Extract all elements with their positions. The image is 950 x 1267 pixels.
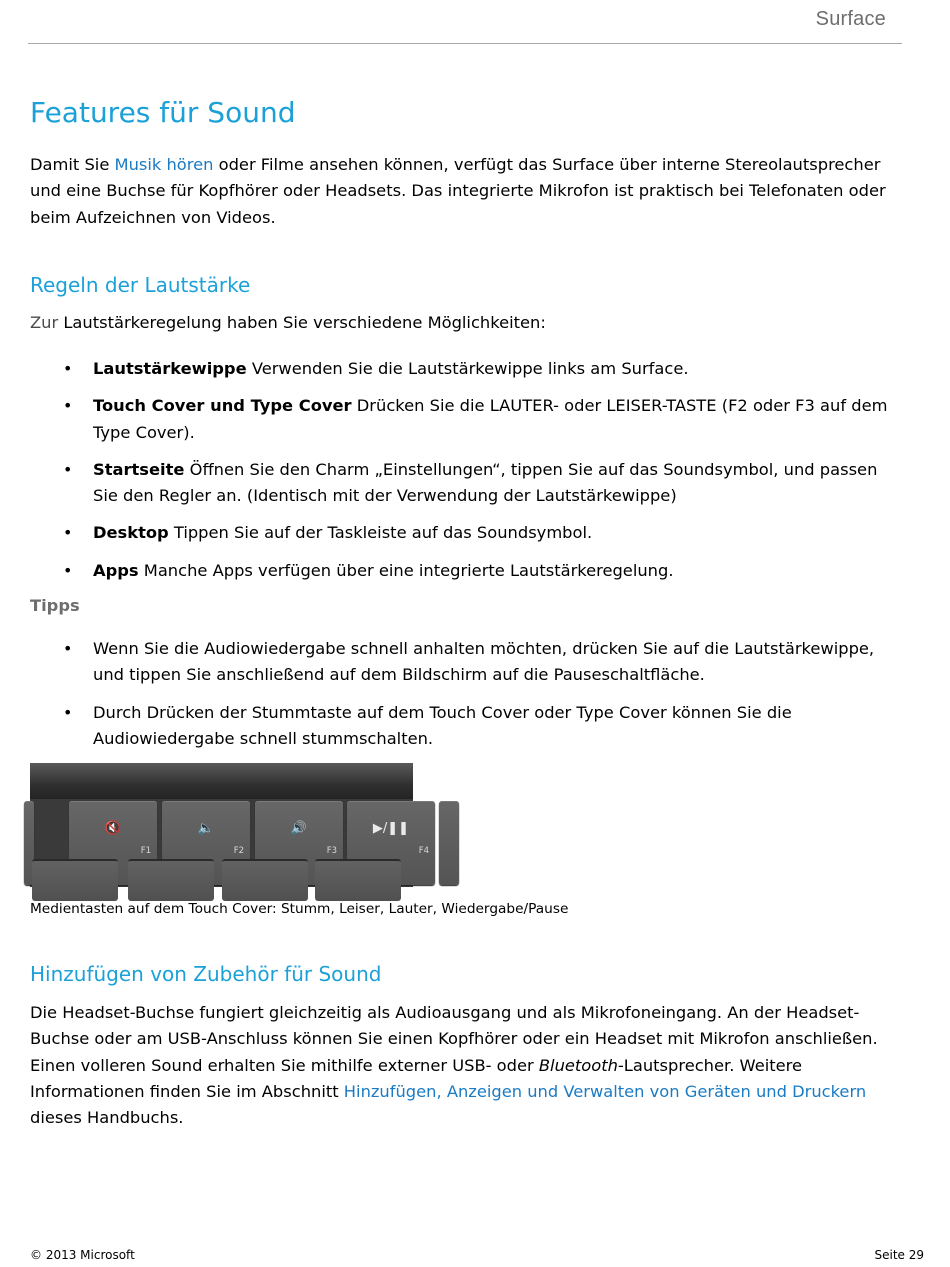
music-link[interactable]: Musik hören bbox=[114, 155, 214, 174]
intro-text-start: Damit Sie bbox=[30, 155, 115, 174]
keyboard-key bbox=[439, 801, 459, 885]
list-item-term: Apps bbox=[93, 560, 139, 580]
brand-logo: Surface bbox=[815, 8, 886, 30]
intro-text-end: oder Filme ansehen können, verfügt das Surface über interne Stereolautsprecher und eine Buchse für Kopfhörer oder Headsets. Das integrierte Mikrofon ist praktisch bei Telefonaten oder beim Aufzeichnen von Videos. bbox=[30, 155, 886, 227]
tips-heading: Tipps bbox=[30, 596, 80, 615]
volume-lead-prefix: Zur bbox=[30, 313, 59, 332]
keyboard-key bbox=[315, 859, 401, 901]
page-title: Features für Sound bbox=[30, 96, 296, 129]
volume-down-icon: 🔈 bbox=[197, 821, 215, 836]
key-fn-label: F1 bbox=[140, 846, 151, 856]
bullet-icon: • bbox=[63, 560, 73, 580]
list-item-term: Desktop bbox=[93, 523, 169, 543]
accessories-text: dieses Handbuchs. bbox=[30, 1108, 184, 1128]
list-item-text: Drücken Sie die LAUTER- oder LEISER-TASTE (F2 oder F3 auf dem Type Cover). bbox=[93, 396, 888, 442]
mute-icon: 🔇 bbox=[104, 821, 122, 836]
volume-up-icon: 🔊 bbox=[290, 821, 308, 836]
play-pause-icon: ▶/❚❚ bbox=[372, 821, 410, 836]
key-fn-label: F3 bbox=[326, 846, 337, 856]
footer-page-number: Seite 29 bbox=[874, 1248, 924, 1262]
media-keys-image bbox=[30, 763, 429, 887]
footer-copyright: © 2013 Microsoft bbox=[30, 1248, 135, 1262]
list-item-term: Startseite bbox=[93, 459, 185, 479]
keyboard-key bbox=[128, 859, 214, 901]
devices-printers-link[interactable]: Hinzufügen, Anzeigen und Verwalten von Geräten und Druckern bbox=[343, 1081, 867, 1101]
list-item-term: Lautstärkewippe bbox=[93, 359, 247, 378]
bullet-icon: • bbox=[63, 523, 73, 543]
tips-list bbox=[30, 636, 890, 763]
image-caption: Medientasten auf dem Touch Cover: Stumm, Leiser, Lauter, Wiedergabe/Pause bbox=[30, 901, 569, 917]
list-item bbox=[30, 457, 890, 510]
list-item bbox=[30, 520, 890, 546]
list-item-text: Öffnen Sie den Charm „Einstellungen“, tippen Sie auf das Soundsymbol, und passen Sie den Regler an. (Identisch mit der Verwendung der Lautstärkewippe) bbox=[93, 459, 878, 506]
accessories-text: Die Headset-Buchse fungiert gleichzeitig als Audioausgang und als Mikrofoneingang. An der Headset-Buchse oder am USB-Anschluss können Sie einen Kopfhörer oder ein Headset mit Mikrofon anschließen. Einen volleren Sound erhalten Sie mithilfe externer USB- oder bbox=[30, 1003, 878, 1075]
list-item bbox=[30, 558, 890, 584]
list-item bbox=[30, 636, 890, 689]
list-item bbox=[30, 393, 890, 446]
tip-text: Durch Drücken der Stummtaste auf dem Touch Cover oder Type Cover können Sie die Audiowiedergabe schnell stummschalten. bbox=[93, 702, 792, 748]
list-item bbox=[30, 356, 890, 382]
intro-paragraph bbox=[30, 152, 900, 231]
bullet-icon: • bbox=[63, 459, 73, 479]
list-item-text: Tippen Sie auf der Taskleiste auf das Soundsymbol. bbox=[168, 523, 593, 543]
accessories-text: -Lautsprecher. Weitere Informationen finden Sie im Abschnitt bbox=[30, 1055, 802, 1101]
list-item bbox=[30, 700, 890, 753]
list-item-text: Manche Apps verfügen über eine integrierte Lautstärkeregelung. bbox=[138, 560, 674, 580]
tip-text: Wenn Sie die Audiowiedergabe schnell anhalten möchten, drücken Sie auf die Lautstärkewippe, und tippen Sie anschließend auf dem Bildschirm auf die Pauseschaltfläche. bbox=[93, 639, 875, 685]
accessories-paragraph bbox=[30, 1000, 900, 1131]
keyboard-key bbox=[32, 859, 118, 901]
bullet-icon: • bbox=[63, 359, 73, 378]
header-divider bbox=[28, 43, 902, 44]
volume-lead bbox=[30, 310, 900, 336]
bluetooth-text: Bluetooth bbox=[538, 1055, 618, 1075]
volume-options-list bbox=[30, 356, 890, 595]
list-item-term: Touch Cover und Type Cover bbox=[93, 396, 352, 416]
volume-heading: Regeln der Lautstärke bbox=[30, 273, 251, 297]
bullet-icon: • bbox=[63, 396, 73, 416]
bullet-icon: • bbox=[63, 702, 73, 722]
keyboard-edge bbox=[30, 763, 413, 799]
keyboard-key bbox=[222, 859, 308, 901]
key-fn-label: F2 bbox=[233, 846, 244, 856]
volume-lead-text: Lautstärkeregelung haben Sie verschiedene Möglichkeiten: bbox=[58, 313, 546, 332]
accessories-heading: Hinzufügen von Zubehör für Sound bbox=[30, 962, 382, 986]
key-fn-label: F4 bbox=[418, 846, 429, 856]
list-item-text: Verwenden Sie die Lautstärkewippe links am Surface. bbox=[246, 359, 689, 378]
bullet-icon: • bbox=[63, 639, 73, 658]
